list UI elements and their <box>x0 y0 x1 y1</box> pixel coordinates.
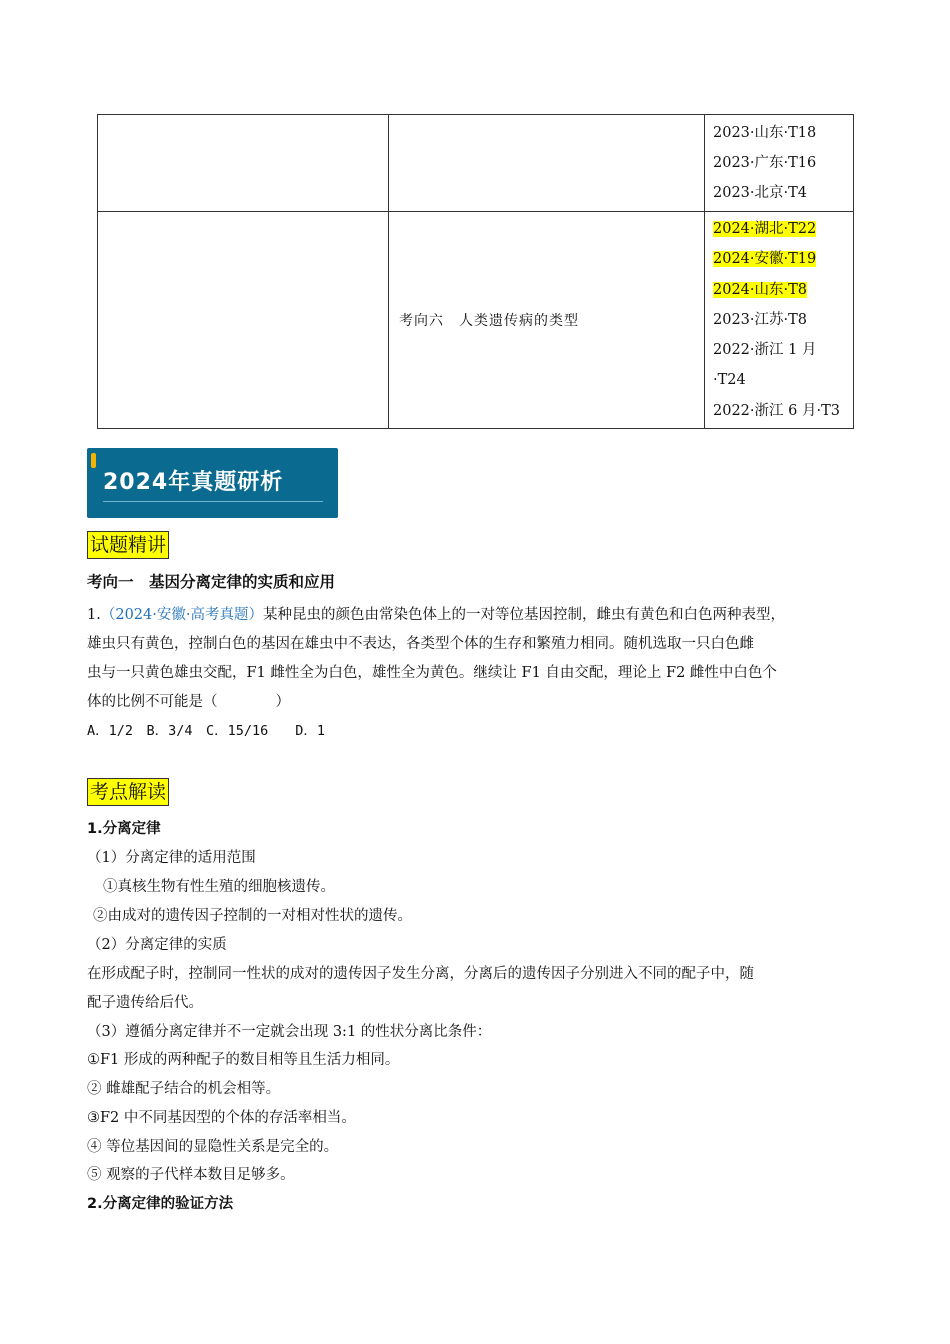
exam-ref: 2022·浙江 6 月·T3 <box>713 402 840 419</box>
question-line: 体的比例不可能是（ ） <box>87 694 290 710</box>
exam-ref-highlighted: 2024·安徽·T19 <box>713 251 817 268</box>
topic-heading: 考向一 基因分离定律的实质和应用 <box>87 573 336 591</box>
exam-ref: ·T24 <box>713 372 746 389</box>
exam-ref: 2023·山东·T18 <box>713 124 817 141</box>
banner-title: 2024年真题研析 <box>103 470 284 495</box>
table-cell-refs <box>705 212 854 429</box>
text-line: ⑤ 观察的子代样本数目足够多。 <box>87 1167 295 1183</box>
table-cell-refs <box>705 115 854 212</box>
question-line: 虫与一只黄色雄虫交配，F1 雌性全为白色，雄性全为黄色。继续让 F1 自由交配，理论上 F2 雌性中白色个 <box>87 665 777 681</box>
answer-options: A．1/2 B．3/4 C．15/16 D．1 <box>87 723 326 739</box>
question-line: 1.（2024·安徽·高考真题）某种昆虫的颜色由常染色体上的一对等位基因控制，雌虫有黄色和白色两种表型， <box>87 607 785 623</box>
exam-ref: 2023·北京·T4 <box>713 185 808 202</box>
text-line: ③F2 中不同基因型的个体的存活率相当。 <box>87 1110 356 1126</box>
question-line: 雄虫只有黄色，控制白色的基因在雄虫中不表达，各类型个体的生存和繁殖力相同。随机选取一只白色雌 <box>87 636 754 652</box>
tag-label: 考点解读 <box>87 778 169 806</box>
text-line: ①F1 形成的两种配子的数目相等且生活力相同。 <box>87 1052 400 1068</box>
exam-ref: 2023·广东·T16 <box>713 154 817 171</box>
text-line: （1）分离定律的适用范围 <box>87 850 256 866</box>
table-row <box>98 212 854 429</box>
exam-reference-table <box>97 114 854 429</box>
tag-label: 试题精讲 <box>87 531 169 559</box>
text-line: （3）遵循分离定律并不一定就会出现 3:1 的性状分离比条件： <box>87 1024 492 1040</box>
point-heading: 1.分离定律 <box>87 821 161 837</box>
text-line: ①真核生物有性生殖的细胞核遗传。 <box>103 879 335 895</box>
banner-tab-icon <box>91 453 96 468</box>
exam-ref-highlighted: 2024·山东·T8 <box>713 281 808 298</box>
point-heading: 2.分离定律的验证方法 <box>87 1196 234 1212</box>
text-line: 配子遗传给后代。 <box>87 995 203 1011</box>
text-line: ②由成对的遗传因子控制的一对相对性状的遗传。 <box>93 908 412 924</box>
text-line: （2）分离定律的实质 <box>87 937 227 953</box>
table-cell-empty <box>389 115 705 212</box>
table-cell-empty <box>98 115 389 212</box>
text-line: ② 雌雄配子结合的机会相等。 <box>87 1081 281 1097</box>
topic-cell: 考向六 人类遗传病的类型 <box>389 212 705 429</box>
exam-ref-highlighted: 2024·湖北·T22 <box>713 221 817 237</box>
text-line: 在形成配子时，控制同一性状的成对的遗传因子发生分离，分离后的遗传因子分别进入不同的配子中，随 <box>87 966 754 982</box>
exam-ref: 2022·浙江 1 月 <box>713 342 817 359</box>
exam-ref: 2023·江苏·T8 <box>713 311 808 328</box>
banner-underline-icon <box>103 500 323 503</box>
text-line: ④ 等位基因间的显隐性关系是完全的。 <box>87 1139 339 1155</box>
table-cell-empty <box>98 212 389 429</box>
question-source: （2024·安徽·高考真题） <box>100 607 263 623</box>
table-row <box>98 115 854 212</box>
section-banner <box>87 448 338 518</box>
